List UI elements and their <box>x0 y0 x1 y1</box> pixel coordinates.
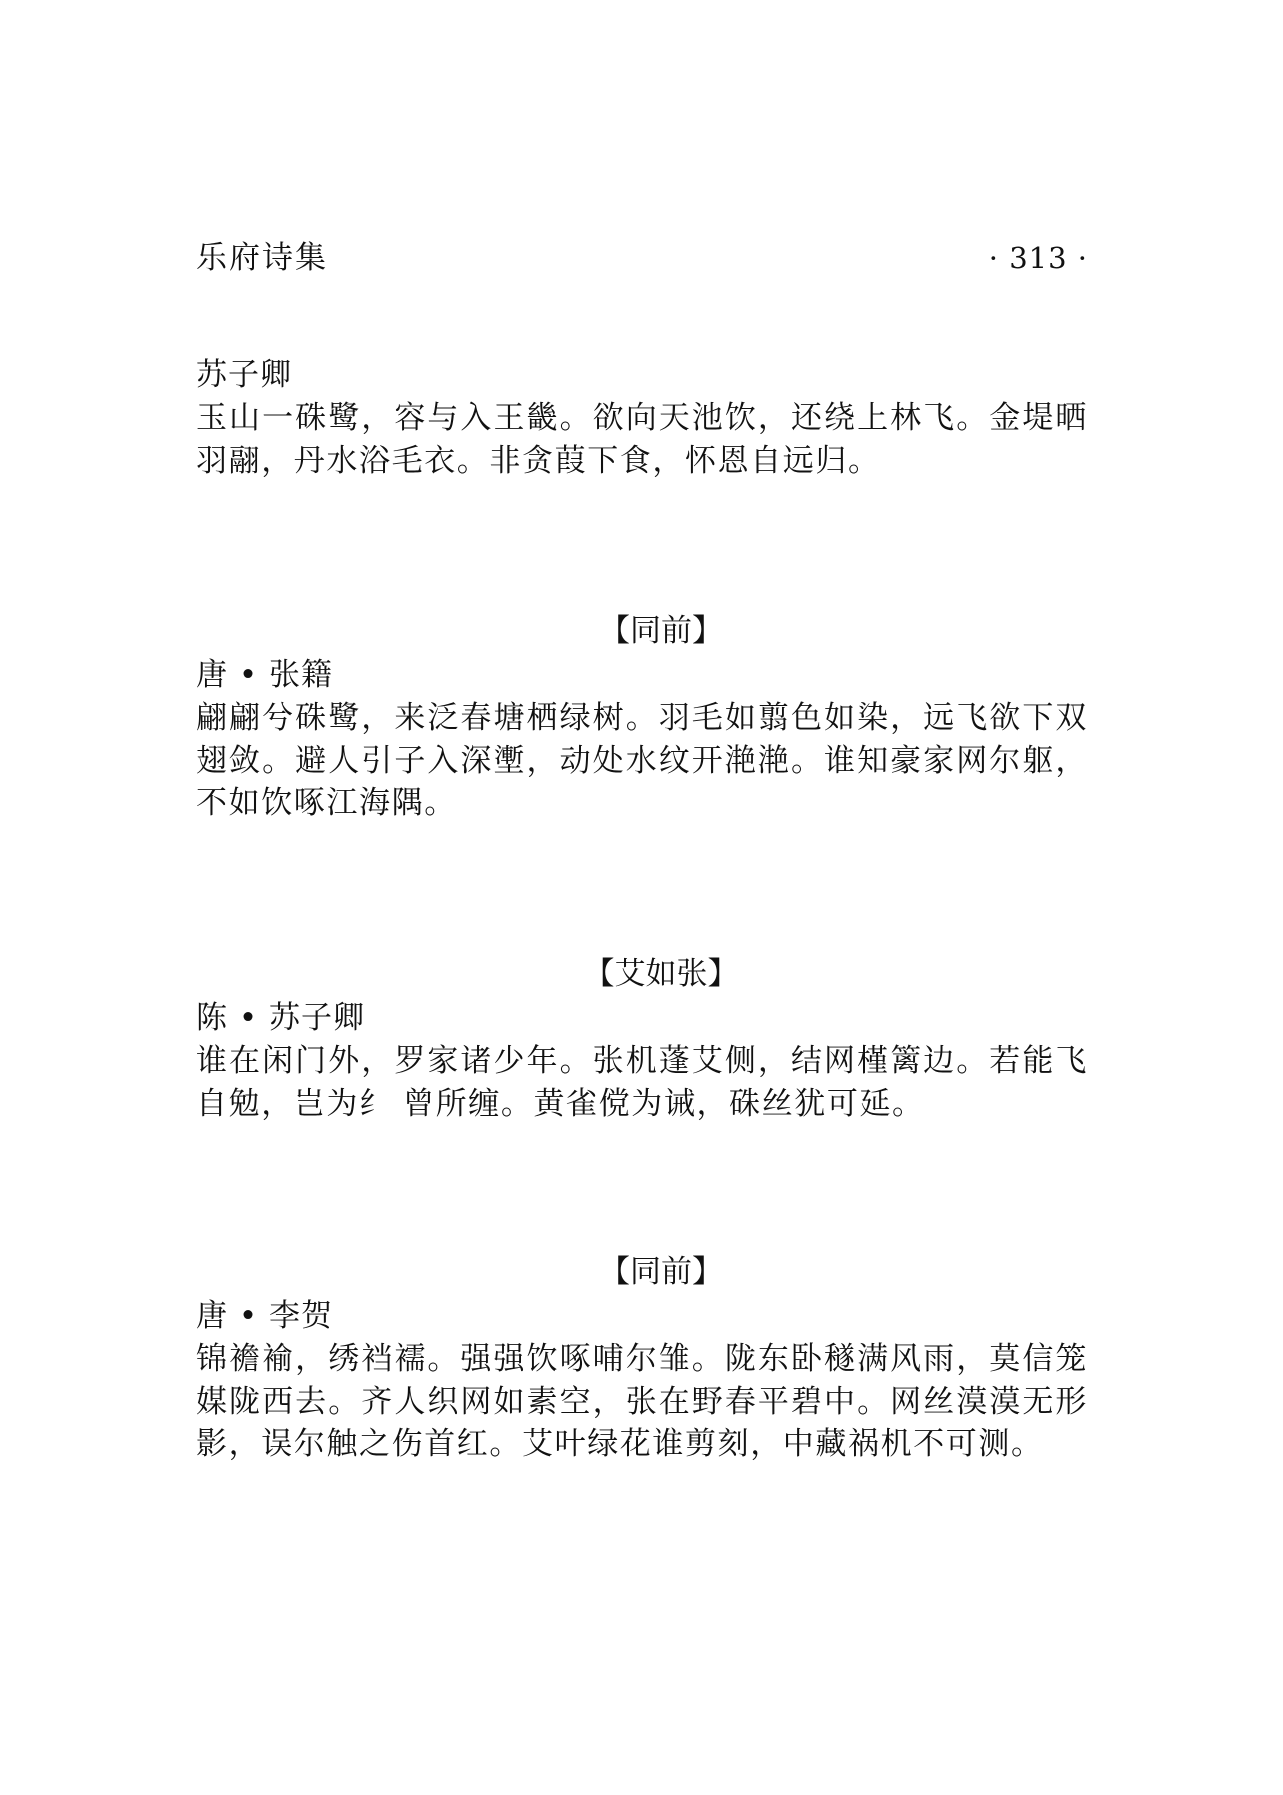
poem-title: 【同前】 <box>599 613 723 649</box>
poem-author: 陈 • 苏子卿 <box>196 1000 365 1036</box>
poem-text: 翩翩兮硃鹭，来泛春塘栖绿树。羽毛如翦色如染，远飞欲下双翅敛。避人引子入深壍，动处水纹开滟滟。谁知豪家网尔躯，不如饮啄江海隅。 <box>196 700 1088 821</box>
poem-section-1 <box>196 353 1088 482</box>
poem-section-4 <box>196 1250 1088 1466</box>
poem-author: 唐 • 张籍 <box>196 657 333 693</box>
poem-text: 锦襜褕，绣裆襦。强强饮啄哺尔雏。陇东卧穟满风雨，莫信笼媒陇西去。齐人织网如素空，张在野春平碧中。网丝漠漠无形影，误尔触之伤首红。艾叶绿花谁剪刻，中藏祸机不可测。 <box>196 1341 1088 1462</box>
poem-author: 苏子卿 <box>196 357 292 393</box>
poem-author: 唐 • 李贺 <box>196 1298 333 1334</box>
poem-title: 【同前】 <box>599 1254 723 1290</box>
page-number: · 313 · <box>988 241 1088 275</box>
poem-title: 【艾如张】 <box>583 956 739 992</box>
poem-text: 谁在闲门外，罗家诸少年。张机蓬艾侧，结网槿篱边。若能飞自勉，岂为纟 曾所缠。黄雀傥为诫，硃丝犹可延。 <box>196 1043 1088 1122</box>
poem-section-2 <box>196 609 1088 825</box>
poem-section-3 <box>196 952 1088 1125</box>
poem-text: 玉山一硃鹭，容与入王畿。欲向天池饮，还绕上林飞。金堤晒羽翮，丹水浴毛衣。非贪葭下食，怀恩自远归。 <box>196 400 1088 479</box>
page-header <box>196 236 1088 280</box>
book-title: 乐府诗集 <box>196 240 328 276</box>
